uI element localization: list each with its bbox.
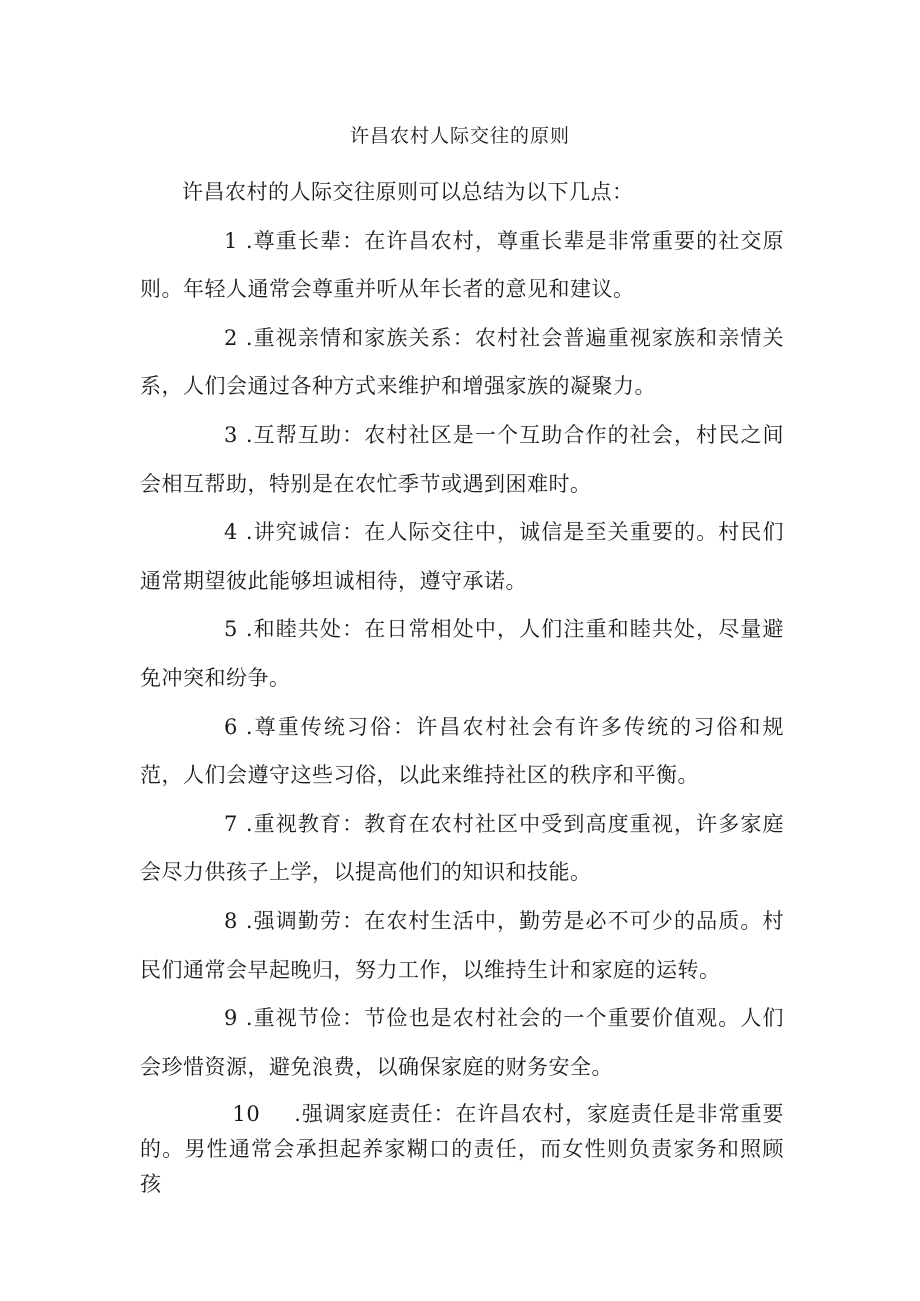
item-number: 1	[224, 228, 238, 253]
list-item-1	[140, 217, 784, 314]
item-text: .尊重长辈：在许昌农村，尊重长辈是非常重要的社交原则。年轻人通常会尊重并听从年长者的意见和建议。	[140, 228, 784, 302]
list-item-10	[140, 1097, 784, 1202]
list-item-3	[140, 411, 784, 508]
item-number: 6	[224, 714, 238, 739]
item-text: .讲究诚信：在人际交往中，诚信是至关重要的。村民们通常期望彼此能够坦诚相待，遵守承诺。	[140, 520, 784, 593]
item-text: .强调勤劳：在农村生活中，勤劳是必不可少的品质。村民们通常会早起晚归，努力工作，以维持生计和家庭的运转。	[140, 908, 784, 982]
item-number: 4	[224, 520, 238, 545]
list-item-6	[140, 703, 784, 800]
page-title: 许昌农村人际交往的原则	[349, 125, 570, 147]
item-number: 10	[232, 1102, 261, 1127]
item-number: 8	[224, 908, 238, 933]
item-number: 5	[224, 617, 238, 642]
item-text: .和睦共处：在日常相处中，人们注重和睦共处，尽量避免冲突和纷争。	[140, 617, 784, 690]
list-item-9	[140, 994, 784, 1091]
item-text: .重视教育：教育在农村社区中受到高度重视，许多家庭会尽力供孩子上学，以提高他们的知识和技能。	[140, 811, 784, 885]
list-item-2	[140, 314, 784, 411]
list-item-8	[140, 897, 784, 994]
item-number: 3	[224, 422, 238, 447]
item-text: .尊重传统习俗：许昌农村社会有许多传统的习俗和规范，人们会遵守这些习俗，以此来维持社区的秩序和平衡。	[140, 714, 784, 788]
list-item-4	[140, 508, 784, 605]
list-item-7	[140, 800, 784, 897]
list-item-5	[140, 605, 784, 702]
intro-paragraph: 许昌农村的人际交往原则可以总结为以下几点：	[182, 180, 634, 204]
item-number: 7	[224, 811, 238, 836]
item-text: .强调家庭责任：在许昌农村，家庭责任是非常重要的。男性通常会承担起养家糊口的责任，而女性则负责家务和照顾孩	[140, 1102, 784, 1197]
document-body	[140, 168, 784, 1202]
item-number: 9	[224, 1006, 238, 1031]
item-text: .重视节俭：节俭也是农村社会的一个重要价值观。人们会珍惜资源，避免浪费，以确保家庭的财务安全。	[140, 1006, 784, 1079]
item-number: 2	[224, 325, 238, 350]
item-text: .重视亲情和家族关系：农村社会普遍重视家族和亲情关系，人们会通过各种方式来维护和增强家族的凝聚力。	[140, 325, 784, 399]
item-text: .互帮互助：农村社区是一个互助合作的社会，村民之间会相互帮助，特别是在农忙季节或遇到困难时。	[140, 422, 784, 496]
